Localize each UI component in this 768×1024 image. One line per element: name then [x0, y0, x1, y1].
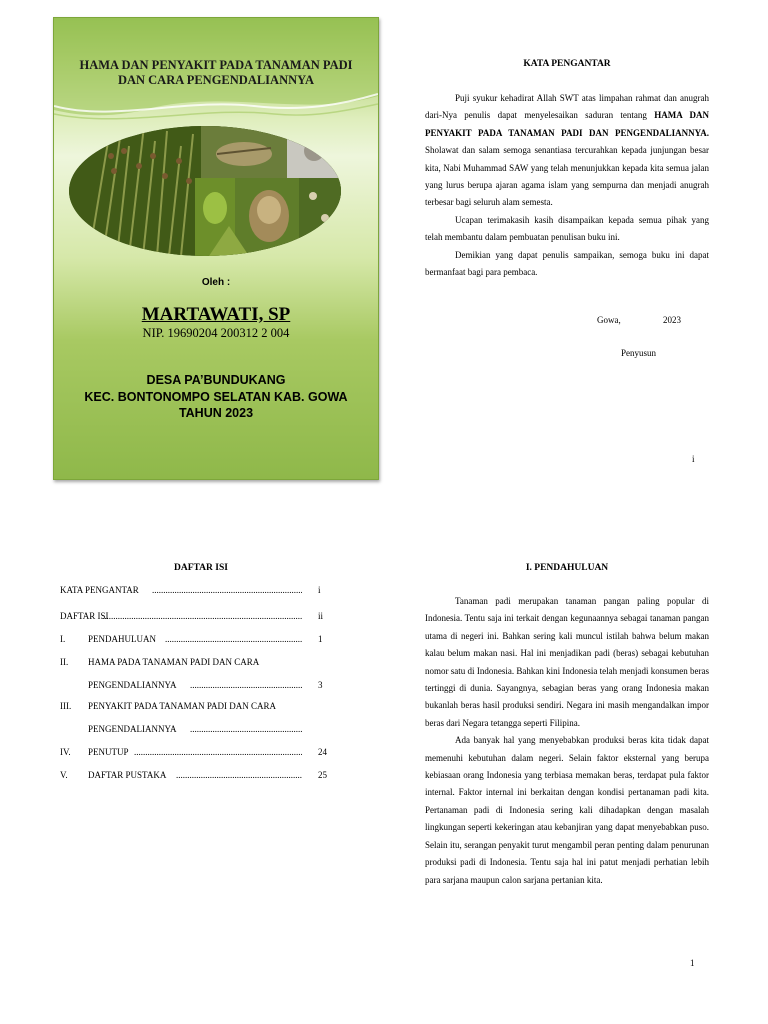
toc-leader-dots: [152, 583, 302, 597]
cover-photo-collage: [69, 126, 341, 256]
toc-entry-text: PENGENDALIANNYA: [88, 680, 177, 690]
introduction-paragraph-1: Tanaman padi merupakan tanaman pangan paling popular di Indonesia. Tentu saja ini terkait dengan kegunaannya sebagai tanaman pangan utama di negeri ini. Bahkan sering kali muncul istilah bahwa belum makan kalau belum makan nasi. Hal ini menjadikan padi (beras) sebagai kebutuhan nomor satu di Indonesia. Bahkan kini Indonesia telah menjadi konsumen beras tertinggi di dunia. Sayangnya, sebagian beras yang orang Indonesia makan bukanlah beras hasil produksi sendiri. Negara ini masih mengandalkan impor beras dari Negara tetangga seperti Filipina.: [425, 596, 709, 728]
toc-entry-text: HAMA PADA TANAMAN PADI DAN CARA: [88, 657, 260, 667]
toc-entry-text: PENUTUP: [88, 747, 129, 757]
cover-location: [54, 372, 378, 422]
cover-location-line1: DESA PA’BUNDUKANG: [146, 373, 286, 387]
toc-entry-diseases[interactable]: [60, 699, 342, 713]
preface-page-number: i: [692, 454, 695, 464]
toc-leader-dots: [190, 722, 302, 736]
preface-paragraph-1: [425, 90, 709, 212]
cover-title: [64, 58, 368, 88]
toc-entry-page: 25: [318, 770, 327, 780]
introduction-body: [425, 593, 709, 889]
toc-entry-page: 3: [318, 680, 323, 690]
preface-p1-text-cont: Sholawat dan salam semoga senantiasa tercurahkan kepada junjungan besar kita, Nabi Muhammad SAW yang telah menunjukkan kepada kita semua jalan yang lurus berupa ajaran agama islam yang sempurna dan menjadi anugrah terbesar bagi seluruh alam semesta.: [425, 145, 709, 208]
cover-location-line3: TAHUN 2023: [178, 406, 254, 420]
toc-entry-page: i: [318, 585, 321, 595]
toc-entry-page: ii: [318, 611, 324, 621]
preface-heading: KATA PENGANTAR: [523, 59, 611, 69]
preface-year: 2023: [663, 315, 681, 325]
introduction-page-number: 1: [690, 958, 695, 968]
toc-entry-text: PENGENDALIANNYA: [88, 724, 177, 734]
rice-pest-photo-illustration: [69, 126, 341, 256]
toc-entry-references[interactable]: [60, 768, 342, 782]
toc-entry-page: 1: [318, 634, 323, 644]
toc-entry-diseases-cont[interactable]: [60, 722, 342, 736]
toc-entry-text: PENYAKIT PADA TANAMAN PADI DAN CARA: [88, 701, 277, 711]
toc-entry-pests[interactable]: [60, 655, 342, 669]
toc-entry-page: 24: [318, 747, 327, 757]
toc-leader-dots: [190, 678, 302, 692]
toc-entry-preface[interactable]: [60, 583, 342, 597]
preface-paragraph-2: Ucapan terimakasih kasih disampaikan kepada semua pihak yang telah membantu dalam pembuatan penulisan buku ini.: [425, 214, 709, 243]
toc-entry-number: V.: [60, 770, 68, 780]
introduction-paragraph-2: Ada banyak hal yang menyebabkan produksi beras kita tidak dapat memenuhi kebutuhan dalam negeri. Selain faktor eksternal yang berupa kebiasaan orang Indonesia yang terbiasa memakan beras, terdapat pula faktor internal. Faktor internal ini berkaitan dengan kondisi pertanaman padi kita. Pertanaman padi di Indonesia sering kali dihadapkan dengan masalah lingkungan seperti kekeringan atau kebanjiran yang dapat menyebabkan puso. Selain itu, serangan penyakit turut mengambil peran penting dalam penurunan produksi padi di Indonesia. Tentu saja hal ini patut menjadi perhatian lebih para sarjana maupun calon sarjana pertanian kita.: [425, 735, 709, 885]
cover-author-name: MARTAWATI, SP: [141, 304, 291, 325]
toc-leader-dots: [165, 632, 302, 646]
toc-entry-closing[interactable]: [60, 745, 342, 759]
toc-entry-pests-cont[interactable]: [60, 678, 342, 692]
cover-title-line1: HAMA DAN PENYAKIT PADA TANAMAN PADI: [79, 58, 353, 72]
cover-location-line2: KEC. BONTONOMPO SELATAN KAB. GOWA: [84, 389, 348, 404]
toc-leader-dots: [176, 768, 302, 782]
preface-p1-text: Puji syukur kehadirat Allah SWT atas limpahan rahmat dan anugrah dari-Nya penulis dapat menyelesaikan saduran tentang: [425, 93, 709, 121]
toc-entry-text: DAFTAR ISI: [60, 611, 109, 621]
preface-place: Gowa,: [597, 315, 621, 325]
toc-entry-text: DAFTAR PUSTAKA: [88, 770, 167, 780]
preface-body: [425, 90, 709, 281]
preface-paragraph-3: Demikian yang dapat penulis sampaikan, semoga buku ini dapat bermanfaat bagi para pembaca.: [425, 249, 709, 278]
book-cover: [53, 17, 379, 480]
cover-by-label: Oleh :: [201, 277, 231, 288]
preface-p1-bold-title: HAMA DAN PENYAKIT PADA TANAMAN PADI DAN PENGENDALIANNYA.: [425, 110, 709, 138]
cover-author-nip: NIP. 19690204 200312 2 004: [142, 326, 290, 340]
toc-entry-number: II.: [60, 657, 69, 667]
toc-entry-text: PENDAHULUAN: [88, 634, 156, 644]
toc-heading: DAFTAR ISI: [174, 563, 228, 573]
toc-entry-text: KATA PENGANTAR: [60, 585, 139, 595]
introduction-heading: I. PENDAHULUAN: [525, 563, 609, 573]
preface-signature: Penyusun: [621, 348, 657, 358]
toc-entry-toc[interactable]: [60, 609, 342, 623]
toc-leader-dots: [102, 609, 302, 623]
toc-leader-dots: [134, 745, 302, 759]
toc-entry-number: I.: [60, 634, 66, 644]
toc-entry-introduction[interactable]: [60, 632, 342, 646]
toc-entry-number: IV.: [60, 747, 71, 757]
toc-entry-number: III.: [60, 701, 72, 711]
cover-title-line2: DAN CARA PENGENDALIANNYA: [117, 73, 315, 87]
